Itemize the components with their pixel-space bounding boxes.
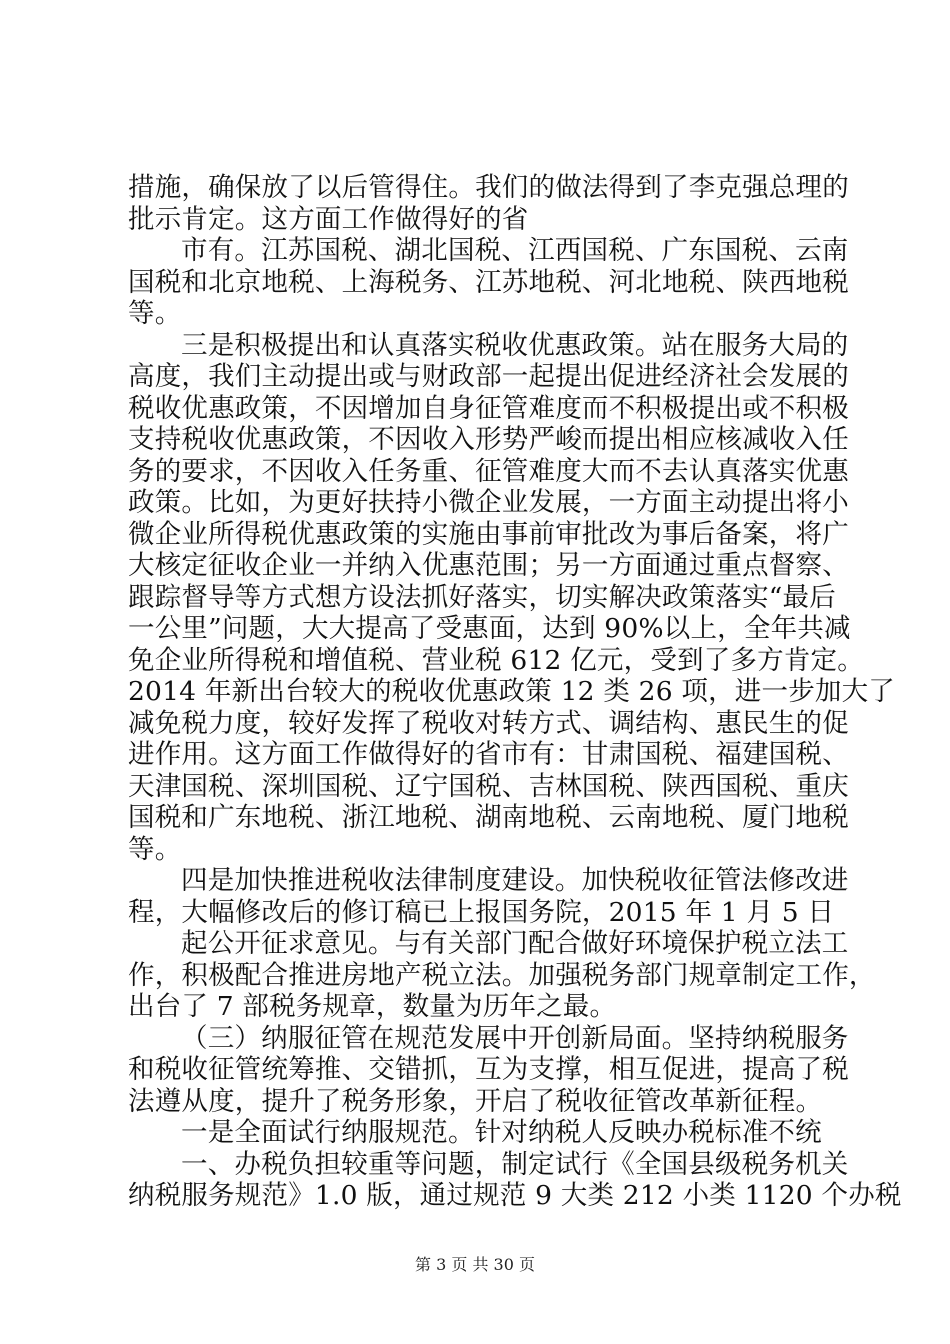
text-line: 税收优惠政策，不因增加自身征管难度而不积极提出或不积极 — [128, 392, 849, 424]
text-line: 一是全面试行纳服规范。针对纳税人反映办税标准不统 — [181, 1117, 822, 1148]
text-line: 程，大幅修改后的修订稿已上报国务院，2015 年 1 月 5 日 — [128, 896, 835, 928]
text-line: 高度，我们主动提出或与财政部一起提出促进经济社会发展的 — [128, 361, 849, 392]
text-line: 天津国税、深圳国税、辽宁国税、吉林国税、陕西国税、重庆 — [128, 770, 849, 802]
text-line: 一公里”问题，大大提高了受惠面，达到 90%以上，全年共减 — [128, 613, 851, 644]
text-line: 微企业所得税优惠政策的实施由事前审批改为事后备案，将广 — [128, 518, 849, 550]
text-line: 免企业所得税和增值税、营业税 612 亿元，受到了多方肯定。 — [128, 644, 864, 676]
text-line: 国税和北京地税、上海税务、江苏地税、河北地税、陕西地税 — [128, 266, 849, 298]
text-line: 三是积极提出和认真落实税收优惠政策。站在服务大局的 — [181, 329, 849, 361]
text-line: 大核定征收企业一并纳入优惠范围；另一方面通过重点督察、 — [128, 550, 849, 581]
text-line: 进作用。这方面工作做得好的省市有：甘肃国税、福建国税、 — [128, 739, 849, 770]
page-number: 第 3 页 共 30 页 — [415, 1255, 535, 1274]
text-line: 一、办税负担较重等问题，制定试行《全国县级税务机关 — [181, 1148, 849, 1180]
text-line: 等。 — [128, 833, 182, 865]
text-line: 国税和广东地税、浙江地税、湖南地税、云南地税、厦门地税 — [128, 802, 849, 833]
text-line: 支持税收优惠政策，不因收入形势严峻而提出相应核减收入任 — [128, 424, 849, 455]
text-line: 务的要求，不因收入任务重、征管难度大而不去认真落实优惠 — [128, 455, 849, 487]
text-line: 和税收征管统筹推、交错抓，互为支撑，相互促进，提高了税 — [128, 1054, 849, 1085]
text-line: 法遵从度，提升了税务形象，开启了税收征管改革新征程。 — [128, 1085, 823, 1117]
page-footer — [0, 1252, 950, 1275]
text-line: 出台了 7 部税务规章，数量为历年之最。 — [128, 991, 617, 1022]
text-line: 市有。江苏国税、湖北国税、江西国税、广东国税、云南 — [181, 235, 849, 266]
text-line: 2014 年新出台较大的税收优惠政策 12 类 26 项，进一步加大了 — [128, 676, 895, 707]
text-line: 起公开征求意见。与有关部门配合做好环境保护税立法工 — [181, 928, 849, 959]
text-line: 纳税服务规范》1.0 版，通过规范 9 大类 212 小类 1120 个办税 — [128, 1180, 902, 1211]
text-line: 等。 — [128, 298, 182, 329]
document-body — [128, 172, 902, 1212]
text-line: 跟踪督导等方式想方设法抓好落实，切实解决政策落实“最后 — [128, 581, 836, 613]
text-line: （三）纳服征管在规范发展中开创新局面。坚持纳税服务 — [181, 1022, 849, 1054]
text-line: 批示肯定。这方面工作做得好的省 — [128, 203, 529, 235]
text-line: 政策。比如，为更好扶持小微企业发展，一方面主动提出将小 — [128, 487, 849, 518]
text-line: 措施，确保放了以后管得住。我们的做法得到了李克强总理的 — [128, 172, 849, 203]
text-line: 作，积极配合推进房地产税立法。加强税务部门规章制定工作， — [128, 959, 876, 991]
text-line: 减免税力度，较好发挥了税收对转方式、调结构、惠民生的促 — [128, 707, 849, 739]
text-line: 四是加快推进税收法律制度建设。加快税收征管法修改进 — [181, 865, 849, 896]
